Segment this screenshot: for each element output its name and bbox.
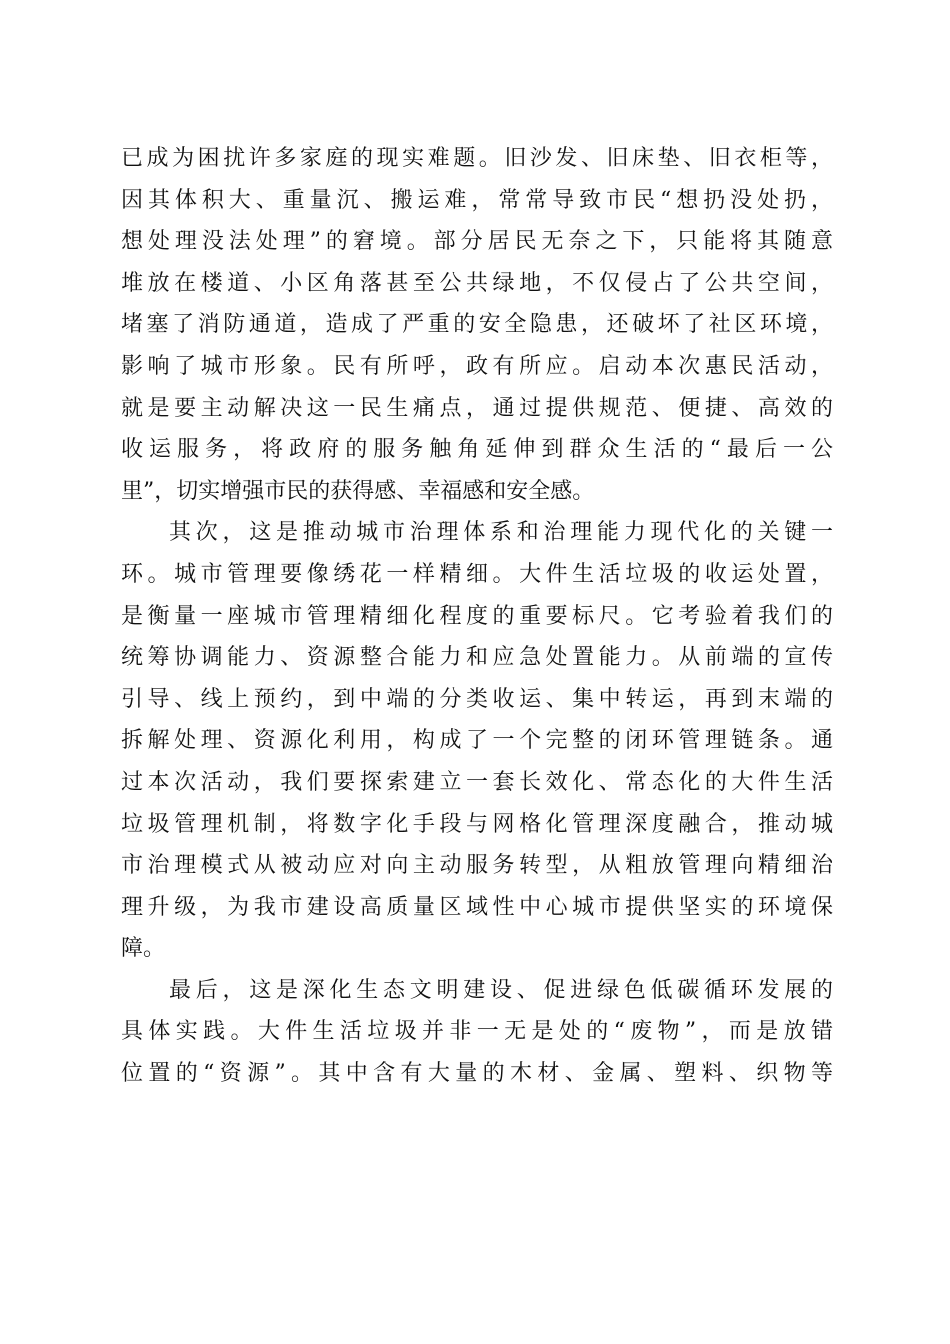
- text-line: 影响了城市形象。民有所呼，政有所应。启动本次惠民活动，: [121, 353, 833, 379]
- paragraph-2: [121, 512, 833, 970]
- text-line: 就是要主动解决这一民生痛点，通过提供规范、便捷、高效的: [121, 395, 833, 421]
- text-line: 过本次活动，我们要探索建立一套长效化、常态化的大件生活: [121, 769, 833, 795]
- text-line: 堵塞了消防通道，造成了严重的安全隐患，还破坏了社区环境，: [121, 312, 833, 338]
- text-line: 垃圾管理机制，将数字化手段与网格化管理深度融合，推动城: [121, 811, 833, 837]
- text-line: 环。城市管理要像绣花一样精细。大件生活垃圾的收运处置，: [121, 561, 833, 587]
- paragraph-3: [121, 970, 833, 1095]
- text-line: 里”，切实增强市民的获得感、幸福感和安全感。: [121, 478, 595, 504]
- text-line: 位置的“资源”。其中含有大量的木材、金属、塑料、织物等: [121, 1061, 833, 1087]
- text-line: 最后，这是深化生态文明建设、促进绿色低碳循环发展的: [169, 977, 833, 1003]
- text-line: 堆放在楼道、小区角落甚至公共绿地，不仅侵占了公共空间，: [121, 270, 833, 296]
- text-line: 收运服务，将政府的服务触角延伸到群众生活的“最后一公: [121, 437, 833, 463]
- paragraph-1: [121, 138, 833, 512]
- text-line: 其次，这是推动城市治理体系和治理能力现代化的关键一: [169, 520, 833, 546]
- document-page: [121, 138, 833, 1095]
- text-line: 市治理模式从被动应对向主动服务转型，从粗放管理向精细治: [121, 853, 833, 879]
- text-line: 已成为困扰许多家庭的现实难题。旧沙发、旧床垫、旧衣柜等，: [121, 146, 833, 171]
- text-line: 因其体积大、重量沉、搬运难，常常导致市民“想扔没处扔，: [121, 187, 833, 213]
- text-line: 想处理没法处理”的窘境。部分居民无奈之下，只能将其随意: [121, 229, 833, 255]
- text-line: 拆解处理、资源化利用，构成了一个完整的闭环管理链条。通: [121, 728, 833, 754]
- text-line: 具体实践。大件生活垃圾并非一无是处的“废物”，而是放错: [121, 1019, 833, 1045]
- text-line: 统筹协调能力、资源整合能力和应急处置能力。从前端的宣传: [121, 645, 833, 671]
- text-line: 引导、线上预约，到中端的分类收运、集中转运，再到末端的: [121, 686, 833, 712]
- text-line: 障。: [121, 936, 166, 962]
- text-line: 是衡量一座城市管理精细化程度的重要标尺。它考验着我们的: [121, 603, 833, 629]
- text-line: 理升级，为我市建设高质量区域性中心城市提供坚实的环境保: [121, 894, 833, 920]
